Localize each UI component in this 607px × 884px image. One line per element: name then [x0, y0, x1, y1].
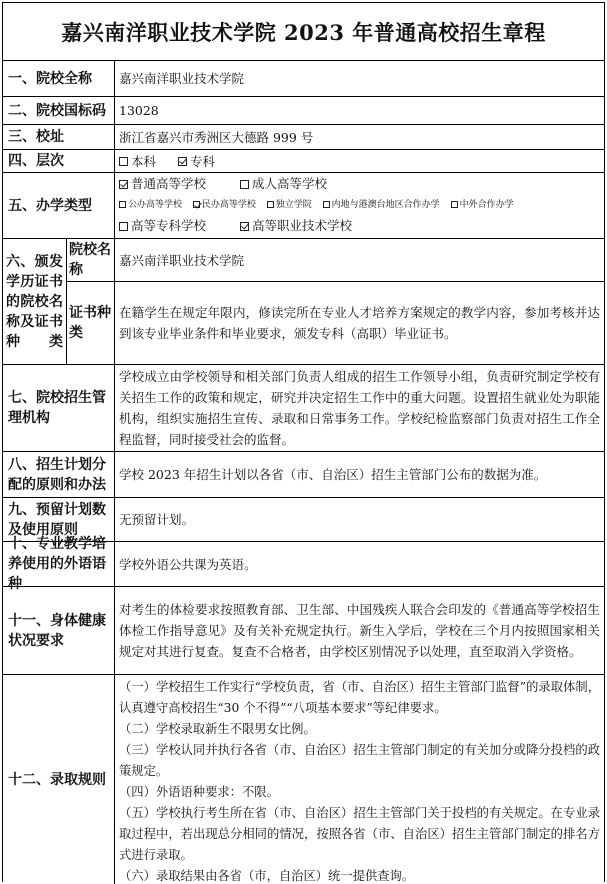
- row-language: [3, 536, 604, 592]
- school-type-line-3: [119, 216, 356, 237]
- type-option-regular: 普通高等学校: [119, 174, 206, 194]
- cert-school-name-label: 院校名称: [67, 239, 115, 281]
- level-option-junior-college: 专科: [178, 151, 215, 172]
- row-address: [3, 125, 604, 150]
- school-type-line-2: [119, 195, 518, 217]
- plan-label: 八、招生计划分配的原则和办法: [3, 452, 115, 497]
- row-level: [3, 150, 604, 173]
- checkbox-checked-icon: [178, 157, 187, 166]
- language-label: 十、专业教学培养使用的外语语种: [3, 542, 115, 586]
- checkbox-empty-icon: [119, 157, 128, 166]
- checkbox-checked-icon: [119, 180, 128, 189]
- school-type-label: 五、办学类型: [3, 173, 115, 238]
- checkbox-empty-icon: [267, 201, 274, 208]
- type-option-sino-foreign: 中外合作办学: [451, 195, 514, 215]
- rule-item: （三）学校认同并执行各省（市、自治区）招生主管部门制定的有关加分或降分投档的政策规定。: [119, 743, 600, 778]
- row-rules: [3, 675, 604, 884]
- type-option-private: 民办高等学校: [193, 195, 256, 215]
- rules-label: 十二、录取规则: [3, 675, 115, 884]
- checkbox-empty-icon: [119, 201, 126, 208]
- rule-item: （五）学校执行考生所在省（市、自治区）招生主管部门关于投档的有关规定。在专业录取过程中，若出现总分相同的情况，按照各省（市、自治区）招生主管部门制定的排名方式进行录取。: [119, 806, 600, 862]
- rule-item: （二）学校录取新生不限男女比例。: [119, 722, 316, 736]
- row-certificate: [3, 239, 604, 365]
- row-school-type: [3, 173, 604, 239]
- level-option-undergrad: 本科: [119, 151, 156, 172]
- type-option-vocational: 高等职业技术学校: [240, 216, 352, 236]
- address-label: 三、校址: [3, 125, 115, 149]
- checkbox-empty-icon: [323, 201, 330, 208]
- certificate-subtable: [67, 239, 604, 364]
- rule-item: （四）外语语种要求：不限。: [119, 785, 279, 799]
- cert-type-value: 在籍学生在规定年限内，修读完所在专业人才培养方案规定的教学内容，参加考核并达到该专业毕业条件和毕业要求，颁发专科（高职）毕业证书。: [119, 305, 600, 341]
- health-value: 对考生的体检要求按照教育部、卫生部、中国残疾人联合会印发的《普通高等学校招生体检工作指导意见》及有关补充规定执行。新生入学后，学校在三个月内按照国家相关规定对其进行复查。复查不合格者，由学校区别情况予以处理，直至取消入学资格。: [119, 602, 600, 659]
- cert-school-name-value: 嘉兴南洋职业技术学院: [119, 252, 245, 268]
- reserved-value: 无预留计划。: [119, 512, 195, 527]
- school-type-options: [115, 173, 604, 238]
- school-type-line-1: [119, 174, 331, 195]
- row-school-name: [3, 61, 604, 97]
- rule-item: （一）学校招生工作实行“学校负责，省（市、自治区）招生主管部门监督”的录取体制，认真遵守高校招生“30 个不得”“八项基本要求”等纪律要求。: [119, 680, 600, 715]
- level-label: 四、层次: [3, 150, 115, 172]
- checkbox-empty-icon: [451, 201, 458, 208]
- cert-type-row: [67, 282, 604, 364]
- row-admin: [3, 365, 604, 452]
- checkbox-checked-icon: [193, 201, 200, 208]
- type-option-independent: 独立学院: [267, 195, 312, 215]
- type-option-college: 高等专科学校: [119, 216, 206, 236]
- school-name-label: 一、院校全称: [3, 61, 115, 96]
- health-label: 十一、身体健康状况要求: [3, 587, 115, 674]
- type-option-hk-macao-tw: 内地与港澳台地区合作办学: [323, 195, 440, 215]
- document-title: 嘉兴南洋职业技术学院 2023 年普通高校招生章程: [3, 3, 604, 61]
- school-code-label: 二、院校国标码: [3, 97, 115, 124]
- certificate-label: 六、颁发学历证书的院校名称及证书种类: [3, 239, 67, 364]
- row-health: [3, 587, 604, 675]
- checkbox-empty-icon: [119, 222, 128, 231]
- level-options: [115, 150, 604, 172]
- type-option-public: 公办高等学校: [119, 195, 182, 215]
- type-option-adult: 成人高等学校: [240, 174, 327, 194]
- school-code-value: 13028: [119, 103, 159, 118]
- admission-charter-table: [2, 2, 605, 882]
- reserved-label: 九、预留计划数及使用原则: [3, 498, 115, 541]
- row-plan: [3, 452, 604, 498]
- cert-type-label: 证书种类: [67, 282, 115, 364]
- checkbox-checked-icon: [240, 222, 249, 231]
- address-value: 浙江省嘉兴市秀洲区大德路 999 号: [119, 129, 314, 145]
- rule-item: （六）录取结果由各省（市，自治区）统一提供查询。: [119, 869, 415, 883]
- checkbox-empty-icon: [240, 180, 249, 189]
- school-name-value: 嘉兴南洋职业技术学院: [119, 71, 245, 86]
- rules-list: [115, 675, 604, 884]
- plan-value: 学校 2023 年招生计划以各省（市、自治区）招生主管部门公布的数据为准。: [119, 467, 547, 482]
- row-school-code: [3, 97, 604, 125]
- language-value: 学校外语公共课为英语。: [119, 556, 257, 572]
- admin-value: 学校成立由学校领导和相关部门负责人组成的招生工作领导小组，负责研究制定学校有关招生工作的政策和规定，研究并决定招生工作中的重大问题。设置招生就业处为职能机构，组织实施招生宣传、录取和日常事务工作。学校纪检监察部门负责对招生工作全程监督，同时接受社会的监督。: [119, 369, 600, 447]
- cert-name-row: [67, 239, 604, 282]
- admin-label: 七、院校招生管理机构: [3, 365, 115, 451]
